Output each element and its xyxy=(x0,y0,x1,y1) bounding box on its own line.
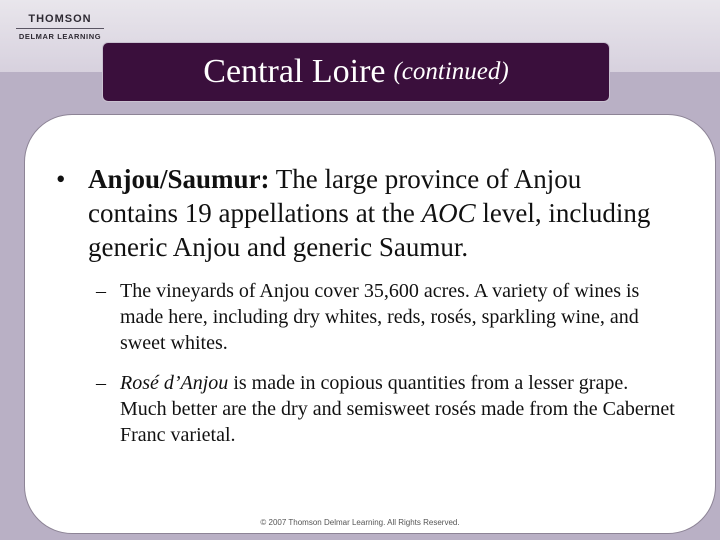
main-bullet-text xyxy=(88,162,676,264)
sub-bullet-text: The vineyards of Anjou cover 35,600 acres. A variety of wines is made here, including dry whites, reds, rosés, sparkling wine, and sweet whites. xyxy=(120,280,640,354)
sub-bullet-text xyxy=(120,370,676,448)
copyright-footer: © 2007 Thomson Delmar Learning. All Rights Reserved. xyxy=(260,518,460,527)
bullet-text-before: The large province of Anjou contains 19 appellations at the xyxy=(88,164,582,228)
logo-divider xyxy=(16,28,104,29)
thomson-delmar-logo xyxy=(10,12,110,48)
sub-bullet xyxy=(96,278,676,356)
sub-bullet-marker: – xyxy=(96,280,106,302)
logo-line-2: DELMAR LEARNING xyxy=(18,32,102,41)
sub-bullet xyxy=(96,370,676,448)
slide-title xyxy=(102,42,610,102)
slide-title-suffix: (continued) xyxy=(393,58,509,85)
sub-bullet-italic: Rosé d’Anjou xyxy=(120,372,229,394)
bullet-term: Anjou/Saumur: xyxy=(88,164,270,194)
logo-line-1: THOMSON xyxy=(28,13,92,25)
slide-title-main: Central Loire xyxy=(203,53,386,90)
sub-bullet-rest: is made in copious quantities from a lesser grape. Much better are the dry and semisweet rosés made from the Cabernet Franc varietal. xyxy=(120,372,675,446)
bullet-marker: • xyxy=(56,164,66,194)
bullet-text-after: level, including generic Anjou and generic Saumur. xyxy=(88,198,651,262)
main-bullet xyxy=(56,162,676,264)
sub-bullet-marker: – xyxy=(96,372,106,394)
bullet-aoc: AOC xyxy=(421,198,476,228)
